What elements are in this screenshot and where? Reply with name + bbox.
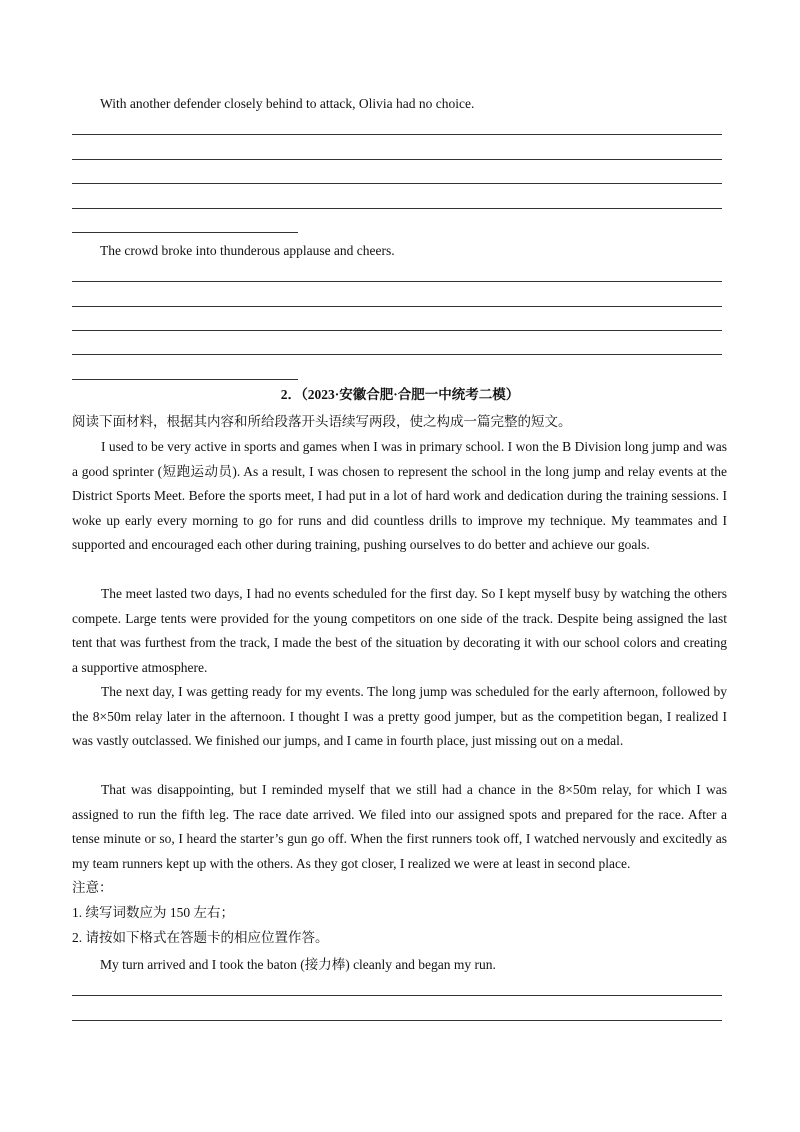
answer-line xyxy=(72,134,722,135)
answer-line xyxy=(72,159,722,160)
passage-paragraph-3: The next day, I was getting ready for my events. The long jump was scheduled for the early afternoon, followed by the 8×50m relay later in the afternoon. I thought I was a pretty good jumper, but as the competition began, I realized I was vastly outclassed. We finished our jumps, and I came in fourth place, just missing out on a medal. xyxy=(72,684,727,748)
answer-line xyxy=(72,281,722,282)
passage-paragraph-4: That was disappointing, but I reminded myself that we still had a chance in the 8×50m relay, for which I was assigned to run the fifth leg. The race date arrived. We filed into our assigned spots and prepared for the race. After a tense minute or so, I heard the starter’s gun go off. When the first runners took off, I watched nervously and excitedly as my team runners kept up with the others. As they got closer, I realized we were at least in second place. xyxy=(72,782,727,871)
answer-line xyxy=(72,330,722,331)
passage-paragraph-2: The meet lasted two days, I had no events scheduled for the first day. So I kept myself busy by watching the others compete. Large tents were provided for the young competitors on one side of the track. Despite being assigned the last tent that was furthest from the track, I made the best of the situation by decorating it with our school colors and creating a supportive atmosphere. xyxy=(72,586,727,675)
answer-line xyxy=(72,1020,722,1021)
note-item-1: 1. 续写词数应为 150 左右； xyxy=(72,905,234,920)
answer-line xyxy=(72,306,722,307)
answer-line-short xyxy=(72,232,298,233)
answer-line xyxy=(72,995,722,996)
answer-line xyxy=(72,208,722,209)
passage-paragraph-1: I used to be very active in sports and games when I was in primary school. I won the B Division long jump and was a good sprinter (短跑运动员). As a result, I was chosen to represent the school in the long jump and relay events at the District Sports Meet. Before the sports meet, I had put in a lot of hard work and dedication during the training sessions. I woke up early every morning to go for runs and did countless drills to improve my technique. My teammates and I supported and encouraged each other during training, pushing ourselves to do better and achieve our goals. xyxy=(72,439,727,552)
continuation-sentence-2: The crowd broke into thunderous applause and cheers. xyxy=(100,243,395,258)
notes-label: 注意： xyxy=(72,880,113,895)
note-item-2: 2. 请按如下格式在答题卡的相应位置作答。 xyxy=(72,930,329,945)
question-title: 2．（2023·安徽合肥·合肥一中统考二模） xyxy=(280,387,520,402)
answer-line xyxy=(72,183,722,184)
question-instruction: 阅读下面材料，根据其内容和所给段落开头语续写两段，使之构成一篇完整的短文。 xyxy=(72,414,572,429)
continuation-sentence-1: With another defender closely behind to attack, Olivia had no choice. xyxy=(100,96,475,111)
answer-line-short xyxy=(72,379,298,380)
continuation-prompt-sentence: My turn arrived and I took the baton (接力棒) cleanly and began my run. xyxy=(100,957,496,972)
answer-line xyxy=(72,354,722,355)
